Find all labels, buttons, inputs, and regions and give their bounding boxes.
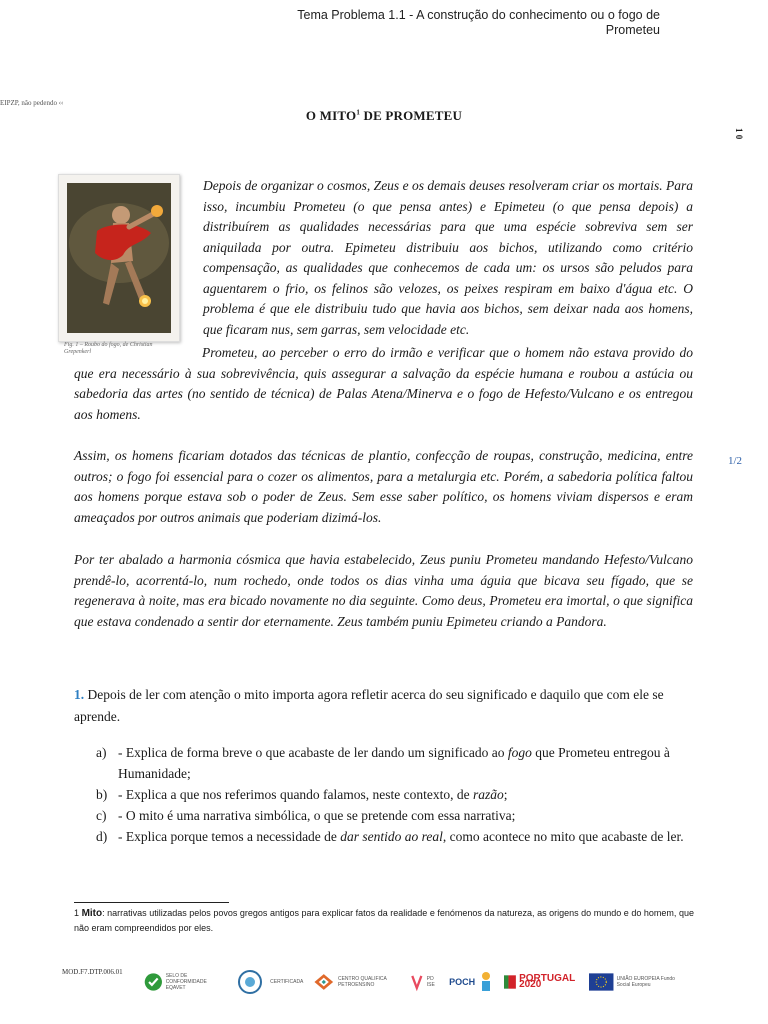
title-main: O MITO [305,108,357,123]
paragraph-human-skills: Assim, os homens ficariam dotados das técnicas de plantio, confecção de roupas, construção, medicina, entre outros; o fogo foi essencial para o cozer os alimentos, para a metalurgia etc. Porém, a sabedoria política faltou aos homens porque estava sob o poder de Zeus. Sem esse saber político, os homens viviam dispersos e eram ameaçados por outros animais que poderiam dizimá-los. [74,448,693,525]
item-letter: d) [96,829,108,844]
item-letter: c) [96,808,107,823]
certificada-logo-text: CERTIFICADA [270,979,304,985]
footnote-text: : narrativas utilizadas pelos povos gregos antigos para explicar fatos da realidade e fenómenos da natureza, as origens do mundo e do homem, que não eram compreendidos por eles. [74,908,694,933]
eqavet-logo [144,969,227,995]
paragraph-creation: Depois de organizar o cosmos, Zeus e os demais deuses resolveram criar os mortais. Para isso, incumbiu Prometeu (o que pensa antes) e Epimeteu (o que pensa depois) a distribuírem as qualidades necessárias para que uma espécie sobreviva sem ser aniquilada por outra. Epimeteu distribuiu aos bichos, utilizando como critério compensação, as qualidades que conhecemos de cada um: os ursos são peludos para aguentarem o frio, os felinos são velozes, os peixes respiram em baixo d'água etc. O problema é que ele distribuiu tudo que havia aos bichos, sem deixar nada aos homens, que ficaram nus, sem garras, sem velocidade etc. [203,178,693,337]
certificada-logo [237,969,303,995]
pdise-icon [410,970,424,994]
pdise-logo-text: PD ISE [426,976,435,988]
item-text-pre: - O mito é uma narrativa simbólica, o que se pretende com essa narrativa; [118,808,516,823]
item-text-pre: - Explica a que nos referimos quando falamos, neste contexto, de [118,787,474,802]
list-item [96,742,696,784]
paragraph-prometheus-theft: Prometeu, ao perceber o erro do irmão e verificar que o homem não estava provido do que era necessário à sua sobrevivência, quis assegurar a salvação da espécie humana e roubou a astúcia ou sabedoria das artes (no sentido de técnica) de Palas Atena/Minerva e o fogo de Hefesto/Vulcano e os entregou aos homens. [74,345,693,422]
certificada-seal-icon [237,969,267,995]
item-letter: b) [96,787,108,802]
footer-logos [144,962,684,1002]
poch-logo-text: POCH [449,977,476,987]
item-letter: a) [96,745,107,760]
side-margin-number: 1 0 [734,128,744,140]
item-text-post: , como acontece no mito que acabaste de ler. [442,829,684,844]
item-text-pre: - Explica de forma breve o que acabaste de ler dando um significado ao [118,745,508,760]
footnote-term: Mito [81,908,103,919]
uniao-europeia-logo [589,970,684,994]
document-code: MOD.F7.DTP.006.01 [62,968,123,976]
portugal-flag-icon [504,971,516,993]
eu-flag-icon [589,970,613,994]
question-intro [74,684,694,728]
figure-caption: Fig. 1 – Roubo do fogo, de Christian Grepenkerl [64,342,153,355]
item-text-emphasis: razão [473,787,504,802]
page-header-topic: Tema Problema 1.1 - A construção do conhecimento ou o fogo de Prometeu [297,8,660,37]
paragraph-punishment: Por ter abalado a harmonia cósmica que havia estabelecido, Zeus puniu Prometeu mandando Hefesto/Vulcano prendê-lo, acorrentá-lo, num rochedo, onde todos os dias vinha uma águia que bicava seu fígado, que se regenerava à noite, mas era bicado novamente no dia seguinte. Como deus, Prometeu era imortal, o que significa que estava condenado a sentir dor eternamente. Zeus também puniu Epimeteu criando a Pandora. [74,552,693,629]
painting-illustration [67,183,171,333]
footnote-divider [74,902,229,903]
question-text: Depois de ler com atenção o mito importa agora refletir acerca do seu significado e daquilo que com ele se aprende. [74,687,664,724]
centro-qualifica-logo-text: CENTRO QUALIFICA PETROENSINO [337,976,387,988]
title-rest: DE PROMETEU [360,108,463,123]
question-list [96,742,696,847]
pdise-logo [410,970,439,994]
uniao-europeia-logo-text: UNIÃO EUROPEIA Fundo Social Europeu [616,976,675,988]
portugal2020-logo-text: PORTUGAL 2020 [519,973,575,990]
prometheus-painting-image [67,183,171,333]
item-text-emphasis: dar sentido ao real [340,829,443,844]
eqavet-logo-text: SELO DE CONFORMIDADE EQAVET [165,973,207,991]
eqavet-seal-icon [144,969,163,995]
qualifica-diamond-icon [313,969,335,995]
poch-figure-icon [478,971,494,993]
title-footnote-marker: 1 [356,108,361,117]
list-item [96,826,696,847]
item-text-post: ; [503,787,508,802]
question-number: 1. [74,687,85,702]
prometheus-figure [58,174,180,342]
side-margin-text: EIPZP, não pedendo ‹‹ [0,99,64,107]
list-item [96,805,696,826]
poch-logo [449,971,494,993]
footnote [74,906,694,936]
document-title [0,108,768,124]
item-text-pre: - Explica porque temos a necessidade de [118,829,341,844]
footnote-number: 1 [74,908,80,918]
centro-qualifica-logo [313,969,400,995]
list-item [96,784,696,805]
portugal2020-logo [504,971,579,993]
page-indicator: 1/2 [728,455,743,467]
item-text-post: que Prometeu entregou à Humanidade; [118,745,670,781]
item-text-emphasis: fogo [507,745,532,760]
